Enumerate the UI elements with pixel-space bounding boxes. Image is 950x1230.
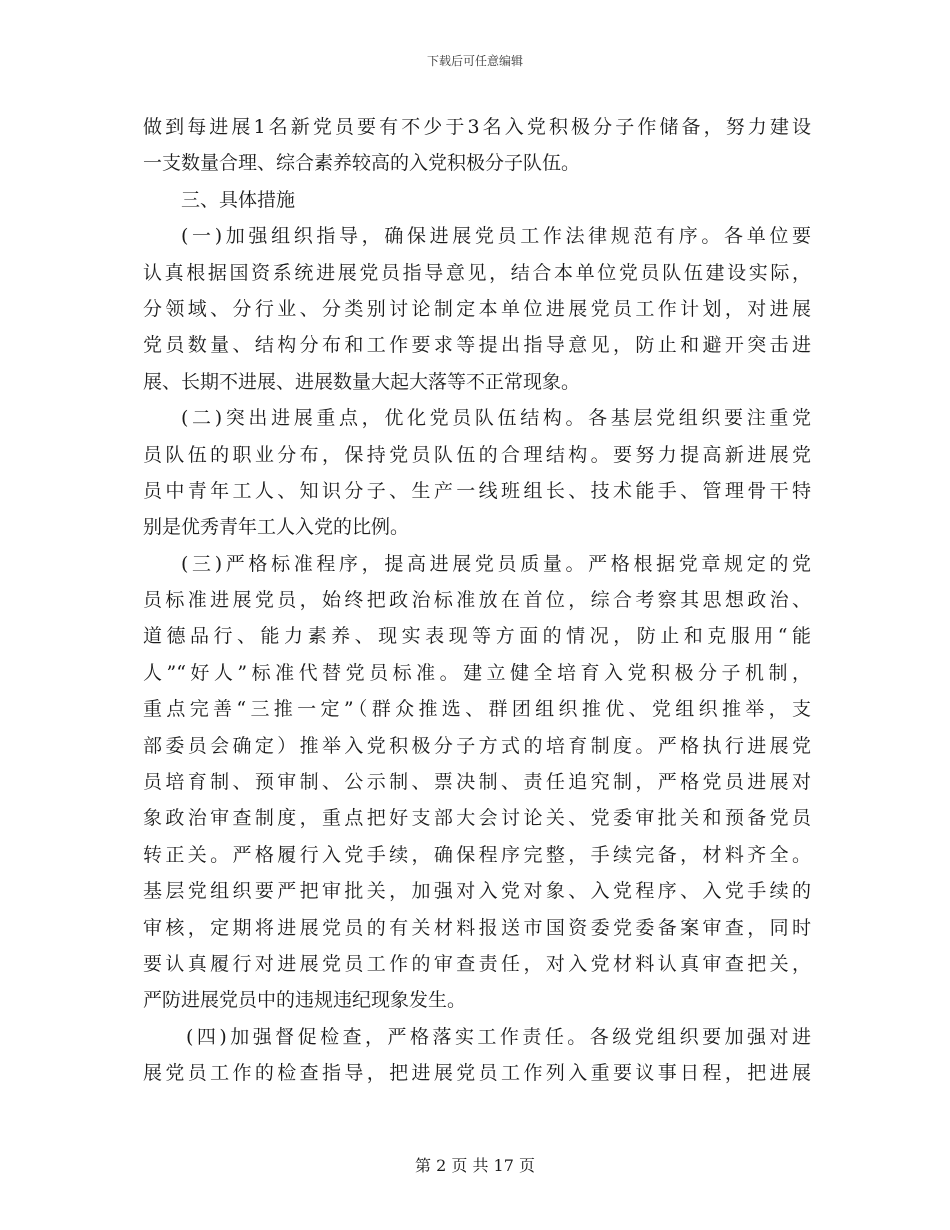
text-line: 员培育制、预审制、公示制、票决制、责任追究制，严格党员进展对 xyxy=(143,771,811,794)
text-line: 三、具体措施 xyxy=(181,188,296,211)
text-line: (四)加强督促检查，严格落实工作责任。各级党组织要加强对进 xyxy=(186,1025,811,1048)
text-line: 道德品行、能力素养、现实表现等方面的情况，防止和克服用“能 xyxy=(143,625,811,648)
text-line: 员标准进展党员，始终把政治标准放在首位，综合考察其思想政治、 xyxy=(143,589,811,612)
text-line: 党员数量、结构分布和工作要求等提出指导意见，防止和避开突击进 xyxy=(143,334,811,357)
text-line: 展党员工作的检查指导，把进展党员工作列入重要议事日程，把进展 xyxy=(143,1062,811,1085)
text-line: 一支数量合理、综合素养较高的入党积极分子队伍。 xyxy=(143,152,581,175)
text-line: 审核，定期将进展党员的有关材料报送市国资委党委备案审查，同时 xyxy=(143,916,811,939)
text-line: (三)严格标准程序，提高进展党员质量。严格根据党章规定的党 xyxy=(181,552,811,575)
text-line: 部委员会确定）推举入党积极分子方式的培育制度。严格执行进展党 xyxy=(143,734,811,757)
text-line: 人”“好人”标准代替党员标准。建立健全培育入党积极分子机制， xyxy=(143,661,811,684)
text-line: 重点完善“三推一定”（群众推选、群团组织推优、党组织推举，支 xyxy=(143,698,811,721)
text-line: 基层党组织要严把审批关，加强对入党对象、入党程序、入党手续的 xyxy=(143,880,811,903)
text-line: 员队伍的职业分布，保持党员队伍的合理结构。要努力提高新进展党 xyxy=(143,443,811,466)
page-header: 下载后可任意编辑 xyxy=(426,54,523,68)
page-number-footer: 第 2 页 共 17 页 xyxy=(415,1156,535,1175)
document-body xyxy=(143,109,811,1092)
text-line: 别是优秀青年工人入党的比例。 xyxy=(143,516,410,539)
text-line: 严防进展党员中的违规违纪现象发生。 xyxy=(143,989,467,1012)
text-line: (一)加强组织指导，确保进展党员工作法律规范有序。各单位要 xyxy=(181,225,811,248)
text-line: 认真根据国资系统进展党员指导意见，结合本单位党员队伍建设实际， xyxy=(143,261,811,284)
text-line: 象政治审查制度，重点把好支部大会讨论关、党委审批关和预备党员 xyxy=(143,807,811,830)
text-line: (二)突出进展重点，优化党员队伍结构。各基层党组织要注重党 xyxy=(181,407,811,430)
text-line: 分领域、分行业、分类别讨论制定本单位进展党员工作计划，对进展 xyxy=(143,297,811,320)
text-line: 要认真履行对进展党员工作的审查责任，对入党材料认真审查把关， xyxy=(143,952,811,975)
text-line: 做到每进展1名新党员要有不少于3名入党积极分子作储备，努力建设 xyxy=(143,116,811,138)
text-line: 转正关。严格履行入党手续，确保程序完整，手续完备，材料齐全。 xyxy=(143,843,811,866)
text-line: 员中青年工人、知识分子、生产一线班组长、技术能手、管理骨干特 xyxy=(143,479,811,502)
text-line: 展、长期不进展、进展数量大起大落等不正常现象。 xyxy=(143,370,581,393)
